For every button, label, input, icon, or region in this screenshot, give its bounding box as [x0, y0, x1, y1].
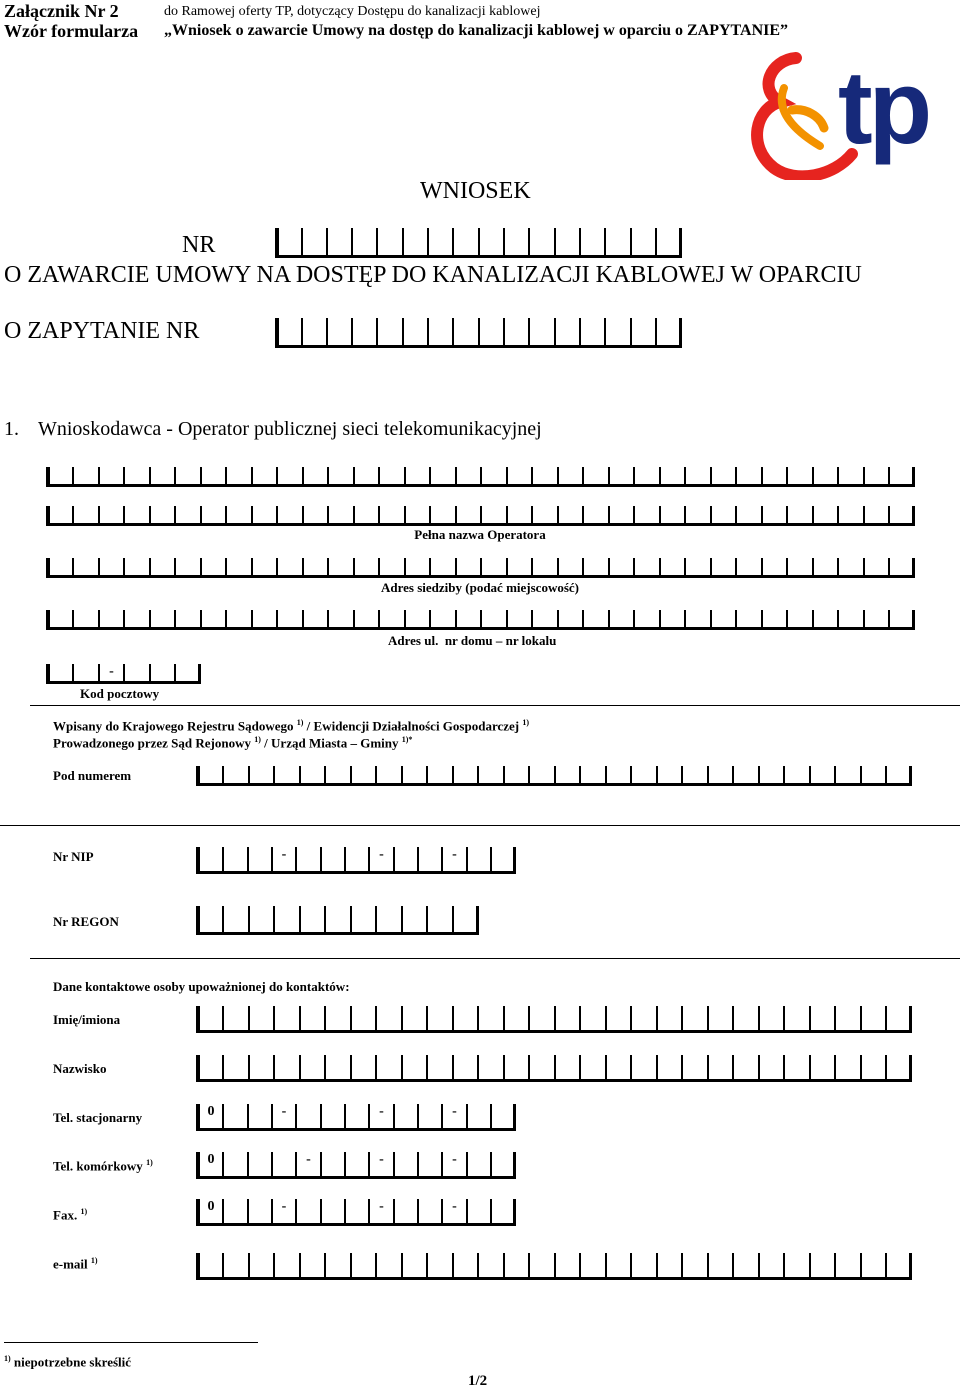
caption-postal-code: Kod pocztowy [80, 686, 160, 701]
mobile-label-text: Tel. komórkowy [53, 1158, 143, 1174]
email-label [53, 1256, 98, 1272]
divider [0, 825, 960, 826]
operator-street-field[interactable] [46, 610, 915, 630]
fax-dash: - [379, 1199, 384, 1214]
tp-logo [750, 50, 956, 180]
regon-field[interactable] [196, 906, 479, 935]
registry-sup: 1) [522, 718, 530, 727]
postal-code-field[interactable] [46, 664, 201, 684]
caption-operator-street: Adres ul. nr domu – nr lokalu [388, 633, 557, 648]
registry-line-2 [53, 735, 412, 751]
surname-field[interactable] [196, 1055, 912, 1082]
operator-name-field-1[interactable] [46, 467, 915, 487]
phone-field[interactable] [196, 1104, 516, 1131]
first-name-field[interactable] [196, 1006, 912, 1033]
caption-operator-name: Pełna nazwa Operatora [414, 527, 546, 542]
first-name-label: Imię/imiona [53, 1012, 121, 1027]
nip-field[interactable] [196, 847, 516, 874]
registry-sup: 1) [296, 718, 304, 727]
mobile-dash: - [379, 1152, 384, 1167]
mobile-dash: - [306, 1152, 311, 1167]
regon-label: Nr REGON [53, 914, 119, 929]
fax-field[interactable] [196, 1199, 516, 1226]
nr-label: NR [182, 232, 216, 258]
nip-dash: - [379, 847, 384, 862]
operator-city-field[interactable] [46, 558, 915, 578]
registry-line-1-a: Wpisany do Krajowego Rejestru Sądowego [53, 718, 294, 734]
tp-logo-text: tp [838, 50, 929, 166]
fax-dash: - [281, 1199, 287, 1214]
registry-line-1 [53, 718, 529, 734]
phone-dash: - [379, 1104, 384, 1119]
page-number: 1/2 [468, 1373, 488, 1389]
form-title: „Wniosek o zawarcie Umowy na dostęp do kanalizacji kablowej w oparciu o ZAPYTANIE” [164, 22, 789, 39]
nip-dash: - [281, 847, 287, 862]
mobile-sup: 1) [146, 1158, 153, 1167]
fax-label [53, 1207, 87, 1223]
wniosek-title: WNIOSEK [420, 178, 531, 204]
footnote [4, 1354, 131, 1370]
offer-line: do Ramowej oferty TP, dotyczący Dostępu do kanalizacji kablowej [164, 4, 541, 19]
mobile-zero: 0 [207, 1152, 215, 1167]
fax-zero: 0 [207, 1199, 215, 1214]
fax-label-text: Fax. [53, 1207, 78, 1223]
footnote-marker: 1) [4, 1354, 11, 1363]
mobile-label [53, 1158, 153, 1174]
operator-name-field-2[interactable] [46, 506, 915, 526]
email-sup: 1) [90, 1256, 98, 1265]
registry-line-2-a: Prowadzonego przez Sąd Rejonowy [53, 735, 251, 751]
caption-operator-city: Adres siedziby (podać miejscowość) [381, 580, 579, 595]
phone-label: Tel. stacjonarny [53, 1110, 143, 1125]
contact-header: Dane kontaktowe osoby upoważnionej do kontaktów: [53, 979, 350, 994]
footnote-text: niepotrzebne skreślić [13, 1354, 132, 1370]
registry-line-2-b: / Urząd Miasta – Gminy [260, 735, 399, 751]
mobile-dash: - [452, 1152, 457, 1167]
section-number: 1. [4, 418, 19, 440]
fax-sup: 1) [80, 1207, 88, 1216]
title-line-1: O ZAWARCIE UMOWY NA DOSTĘP DO KANALIZACJI KABLOWEJ W OPARCIU [4, 262, 862, 288]
mobile-field[interactable] [196, 1152, 516, 1179]
footnote-divider [4, 1342, 258, 1343]
inquiry-number-field[interactable] [275, 318, 682, 348]
annex-label: Załącznik Nr 2 [4, 1, 119, 21]
application-number-field[interactable] [275, 228, 682, 258]
divider [30, 958, 960, 959]
divider [30, 705, 960, 706]
title-line-2: O ZAPYTANIE NR [4, 318, 200, 344]
section-title: Wnioskodawca - Operator publicznej sieci telekomunikacyjnej [38, 418, 542, 440]
registry-line-1-b: / Ewidencji Działalności Gospodarczej [303, 718, 520, 734]
email-field[interactable] [196, 1253, 912, 1280]
fax-dash: - [452, 1199, 457, 1214]
email-label-text: e-mail [53, 1256, 88, 1272]
registry-sup-star: 1)* [401, 735, 413, 744]
form-type-label: Wzór formularza [4, 21, 139, 41]
surname-label: Nazwisko [53, 1061, 107, 1076]
nip-dash: - [452, 847, 457, 862]
phone-dash: - [281, 1104, 287, 1119]
registry-number-field[interactable] [196, 766, 912, 786]
pod-numerem-label: Pod numerem [53, 768, 132, 783]
registry-sup: 1) [254, 735, 261, 744]
phone-dash: - [452, 1104, 457, 1119]
postal-dash: - [109, 664, 114, 679]
phone-zero: 0 [207, 1104, 215, 1119]
nip-label: Nr NIP [53, 849, 94, 864]
